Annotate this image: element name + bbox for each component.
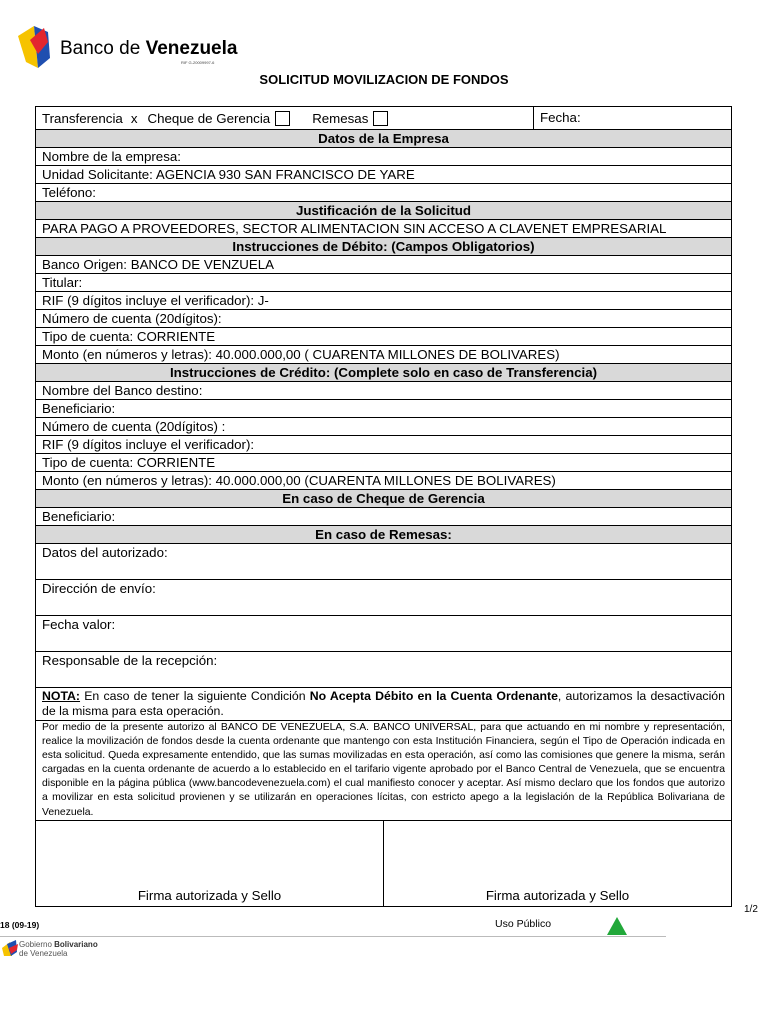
bank-logo [18,24,238,74]
signature-box-left[interactable] [36,821,384,906]
credito-tipo-field[interactable]: Tipo de cuenta: CORRIENTE [36,453,731,471]
debito-titular-field[interactable]: Titular: [36,273,731,291]
signature-row [36,820,731,906]
debito-monto-field[interactable]: Monto (en números y letras): 40.000.000,00 ( CUARENTA MILLONES DE BOLIVARES) [36,345,731,363]
remesas-responsable-field[interactable]: Responsable de la recepción: [36,651,731,687]
empresa-nombre-field[interactable]: Nombre de la empresa: [36,147,731,165]
request-form [35,106,732,907]
fecha-label: Fecha: [540,110,581,125]
debito-header: Instrucciones de Débito: (Campos Obligatorios) [36,237,731,255]
cheque-checkbox[interactable] [275,111,290,126]
remesas-fecha-valor-field[interactable]: Fecha valor: [36,615,731,651]
remesas-autorizado-field[interactable]: Datos del autorizado: [36,543,731,579]
transferencia-label: Transferencia [42,110,123,126]
debito-banco-field[interactable]: Banco Origen: BANCO DE VENZUELA [36,255,731,273]
usage-classification: Uso Público [495,918,552,930]
credito-header: Instrucciones de Crédito: (Complete solo en caso de Transferencia) [36,363,731,381]
credito-cuenta-field[interactable]: Número de cuenta (20dígitos) : [36,417,731,435]
credito-rif-field[interactable]: RIF (9 dígitos incluye el verificador): [36,435,731,453]
remesas-label: Remesas [312,110,369,126]
cheque-label: Cheque de Gerencia [147,110,271,126]
bank-name: Banco de Venezuela [60,38,238,59]
credito-monto-field[interactable]: Monto (en números y letras): 40.000.000,00 (CUARENTA MILLONES DE BOLIVARES) [36,471,731,489]
government-logo-icon [2,940,18,958]
remesas-header: En caso de Remesas: [36,525,731,543]
cheque-beneficiario-field[interactable]: Beneficiario: [36,507,731,525]
form-code: 18 (09-19) [0,920,40,930]
signature-label-left: Firma autorizada y Sello [137,888,282,903]
telefono-field[interactable]: Teléfono: [36,183,731,201]
debito-tipo-field[interactable]: Tipo de cuenta: CORRIENTE [36,327,731,345]
transferencia-mark[interactable]: x [130,110,138,126]
nota-text: NOTA: En caso de tener la siguiente Condición No Acepta Débito en la Cuenta Ordenante, autorizamos la desactivación de la misma para esta operación. [36,687,731,720]
signature-box-right[interactable] [384,821,731,906]
page-number: 1/2 [744,904,758,915]
page-title: SOLICITUD MOVILIZACION DE FONDOS [259,72,509,87]
bank-rif: RIF G-20009997-6 [181,60,215,65]
debito-rif-field[interactable]: RIF (9 dígitos incluye el verificador): J- [36,291,731,309]
credito-beneficiario-field[interactable]: Beneficiario: [36,399,731,417]
government-logo [2,940,112,962]
government-logo-text: Gobierno Bolivariano de Venezuela [19,940,98,958]
unidad-solicitante-field[interactable]: Unidad Solicitante: AGENCIA 930 SAN FRANCISCO DE YARE [36,165,731,183]
empresa-header: Datos de la Empresa [36,129,731,147]
remesas-checkbox[interactable] [373,111,388,126]
justificacion-header: Justificación de la Solicitud [36,201,731,219]
signature-label-right: Firma autorizada y Sello [485,888,630,903]
credito-banco-field[interactable]: Nombre del Banco destino: [36,381,731,399]
operation-type-row [36,107,731,129]
justificacion-field[interactable]: PARA PAGO A PROVEEDORES, SECTOR ALIMENTACION SIN ACCESO A CLAVENET EMPRESARIAL [36,219,731,237]
fecha-field[interactable] [534,107,731,129]
bank-logo-icon [18,24,54,70]
legal-text: Por medio de la presente autorizo al BANCO DE VENEZUELA, S.A. BANCO UNIVERSAL, para que actuando en mi nombre y representación, realice la movilización de fondos desde la cuenta ordenante que mantengo con esta Institución Financiera, según el Tipo de Operación indicada en esta solicitud. Queda expresamente entendido, que las sumas movilizadas en esta operación, así como las comisiones que genere la misma, serán cargadas en la cuenta ordenante de acuerdo a lo establecido en el tarifario vigente aprobado por el Banco Central de Venezuela, que se encuentra disponible en la página pública (www.bancodevenezuela.com) el cual manifiesto conocer y aceptar. Así mismo declaro que los fondos que autorizo a movilizar en esta solicitud provienen y se utilizarán en operaciones lícitas, con estricto apego a la legislación de la República Bolivariana de Venezuela. [36,720,731,820]
cheque-header: En caso de Cheque de Gerencia [36,489,731,507]
debito-cuenta-field[interactable]: Número de cuenta (20dígitos): [36,309,731,327]
green-triangle-icon [607,917,627,935]
remesas-direccion-field[interactable]: Dirección de envío: [36,579,731,615]
footer-divider [0,936,666,937]
